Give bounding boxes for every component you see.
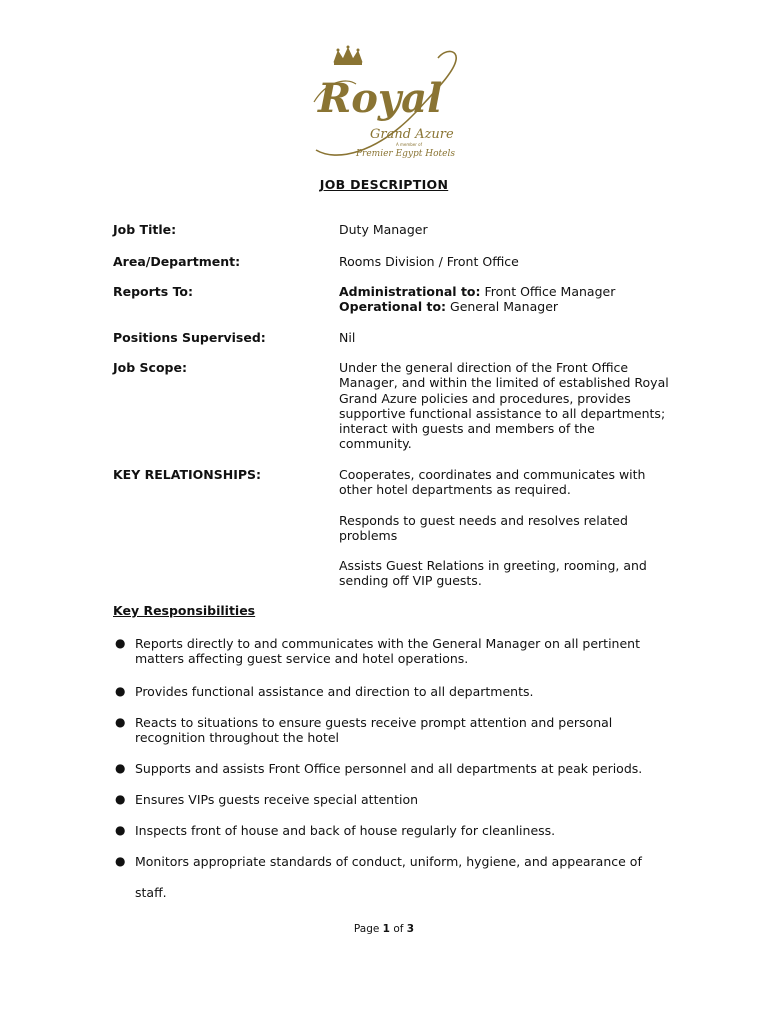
positions-supervised-value: Nil [339, 330, 356, 345]
relationship-item: Responds to guest needs and resolves related problems [339, 512, 628, 543]
list-item-text: Reports directly to and communicates with the General Manager on all pertinent matters affecting guest service and hotel operations. [135, 636, 640, 667]
job-title-value: Duty Manager [339, 222, 428, 237]
current-page: 1 [382, 923, 390, 935]
page-label: Page [353, 923, 383, 935]
document-title: JOB DESCRIPTION [319, 177, 449, 192]
job-scope-value: Under the general direction of the Front Office Manager, and within the limited of established Royal Grand Azure policies and procedures, provides supportive functional assistance to all departments; interact with guests and members of the community. [339, 360, 669, 452]
bullet-icon: ● [115, 761, 126, 775]
area-department-value: Rooms Division / Front Office [339, 254, 519, 269]
logo-brand: Royal [318, 75, 443, 122]
relationship-item: Assists Guest Relations in greeting, rooming, and sending off VIP guests. [339, 558, 647, 589]
key-relationships-value [339, 467, 669, 589]
bullet-icon: ● [115, 792, 126, 806]
administrational-line [339, 284, 669, 299]
relationship-item: Cooperates, coordinates and communicates with other hotel departments as required. [339, 467, 646, 498]
list-item-continuation-text: staff. [135, 885, 167, 900]
administrational-value: Front Office Manager [480, 284, 616, 299]
crown-icon [334, 46, 362, 66]
operational-label: Operational to: [339, 299, 447, 315]
list-item-text: Supports and assists Front Office personnel and all departments at peak periods. [135, 761, 643, 776]
royal-grand-azure-logo [306, 42, 466, 166]
bullet-icon: ● [115, 823, 126, 837]
key-relationships-label: KEY RELATIONSHIPS: [113, 467, 262, 482]
administrational-label: Administrational to: [339, 284, 481, 299]
list-item-text: Reacts to situations to ensure guests receive prompt attention and personal recognition throughout the hotel [135, 715, 613, 746]
bullet-icon: ● [115, 684, 126, 698]
job-scope-label: Job Scope: [113, 360, 187, 375]
key-responsibilities-heading: Key Responsibilities [113, 603, 256, 618]
of-label: of [389, 923, 407, 935]
job-title-label: Job Title: [113, 222, 177, 237]
bullet-icon: ● [115, 854, 126, 868]
list-item-text: Provides functional assistance and direction to all departments. [135, 684, 534, 699]
reports-to-value [339, 284, 669, 315]
area-department-label: Area/Department: [113, 254, 241, 269]
bullet-icon: ● [115, 636, 126, 650]
list-item-text: Inspects front of house and back of house regularly for cleanliness. [135, 823, 556, 838]
list-item-text: Ensures VIPs guests receive special attention [135, 792, 419, 807]
total-pages: 3 [406, 923, 415, 935]
list-item-text: Monitors appropriate standards of conduct, uniform, hygiene, and appearance of [135, 854, 642, 869]
logo-small: A member of [396, 142, 423, 147]
positions-supervised-label: Positions Supervised: [113, 330, 266, 345]
operational-line [339, 299, 669, 314]
logo-line2: Premier Egypt Hotels [356, 149, 455, 159]
page-footer [0, 923, 768, 935]
bullet-icon: ● [115, 715, 126, 729]
reports-to-label: Reports To: [113, 284, 194, 299]
logo-line1: Grand Azure [370, 127, 454, 142]
operational-value: General Manager [446, 299, 559, 315]
